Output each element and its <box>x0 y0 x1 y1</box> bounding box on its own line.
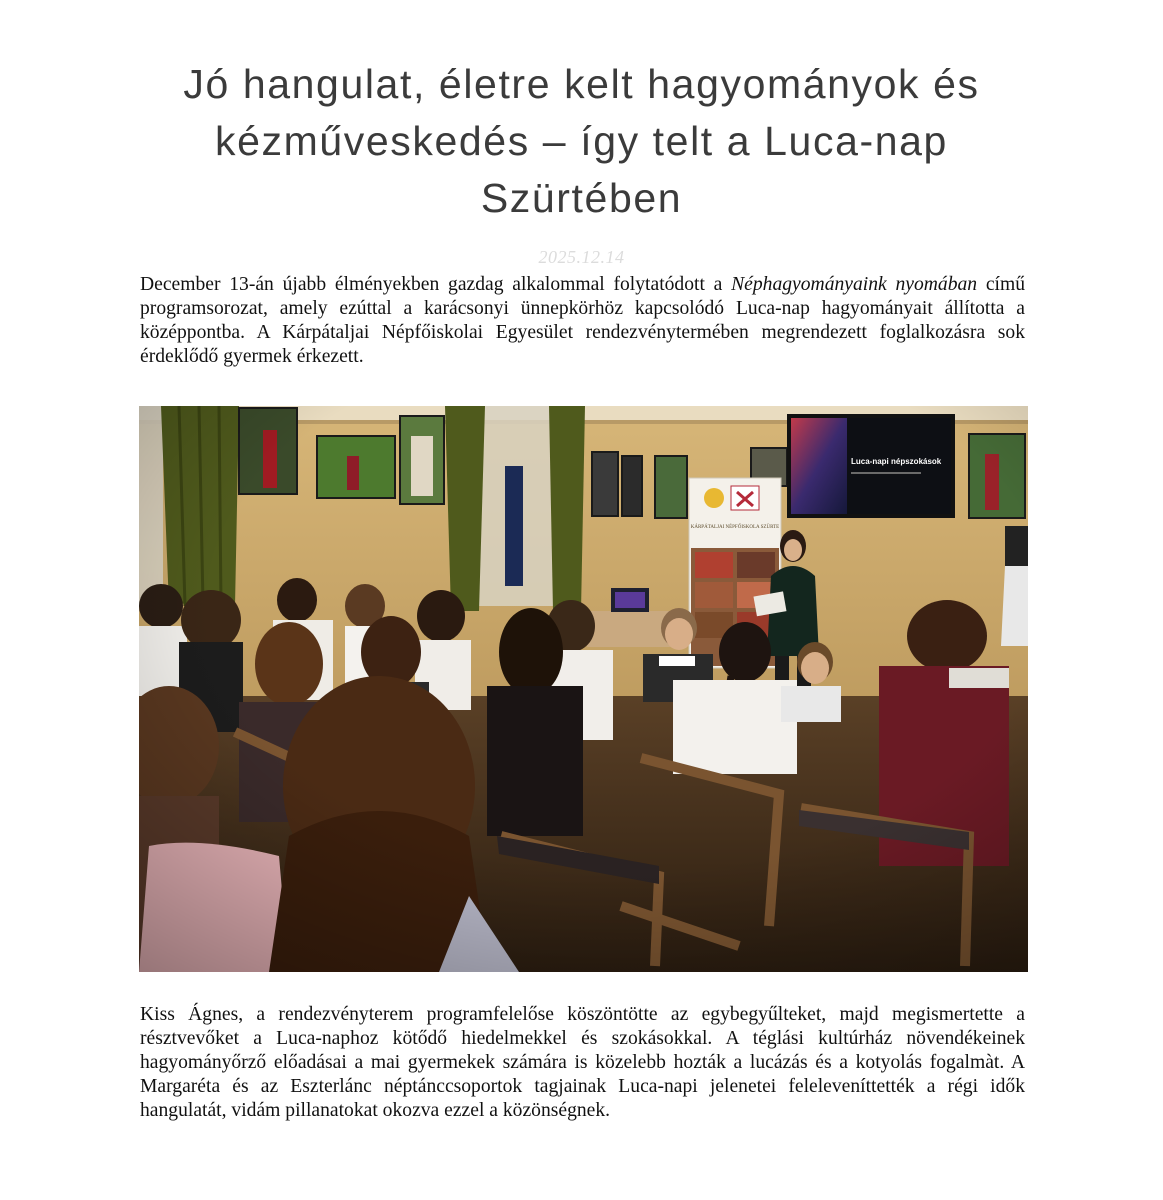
intro-text-start: December 13-án újabb élményekben gazdag alkalommal folytatódott a <box>140 274 732 295</box>
publish-date: 2025.12.14 <box>538 247 625 267</box>
article-title: Jó hangulat, életre kelt hagyományok és kézműveskedés – így telt a Luca-nap Szürtében <box>183 61 980 221</box>
intro-paragraph <box>140 273 1025 369</box>
event-photo <box>139 406 1028 972</box>
intro-text-end: című programsorozat, amely ezúttal a karácsonyi ünnepkörhöz kapcsolódó Luca-nap hagyományait állította a középpontba. A Kárpátaljai Népfőiskolai Egyesület rendezvénytermében megrendezett foglalkozásra sok érdeklődő gyermek érkezett. <box>140 274 1026 367</box>
program-series-name: Néphagyományaink nyomában <box>731 274 978 295</box>
body-paragraph: Kiss Ágnes, a rendezvényterem programfelelőse köszöntötte az egybegyűlteket, majd megismertette a résztvevőket a Luca-naphoz kötődő hiedelmekkel és szokásokkal. A téglási kultúrház növendékeinek hagyományőrző előadásai a mai gyermekek számára is közelebb hozták a lucázás és a kotyolás fogalmàt. A Margaréta és az Eszterlánc néptánccsoportok tagjainak Luca-napi jelenetei feleleveníttették a régi idők hangulatát, vidám pillanatokat okozva ezzel a közönségnek. <box>140 1004 1025 1121</box>
